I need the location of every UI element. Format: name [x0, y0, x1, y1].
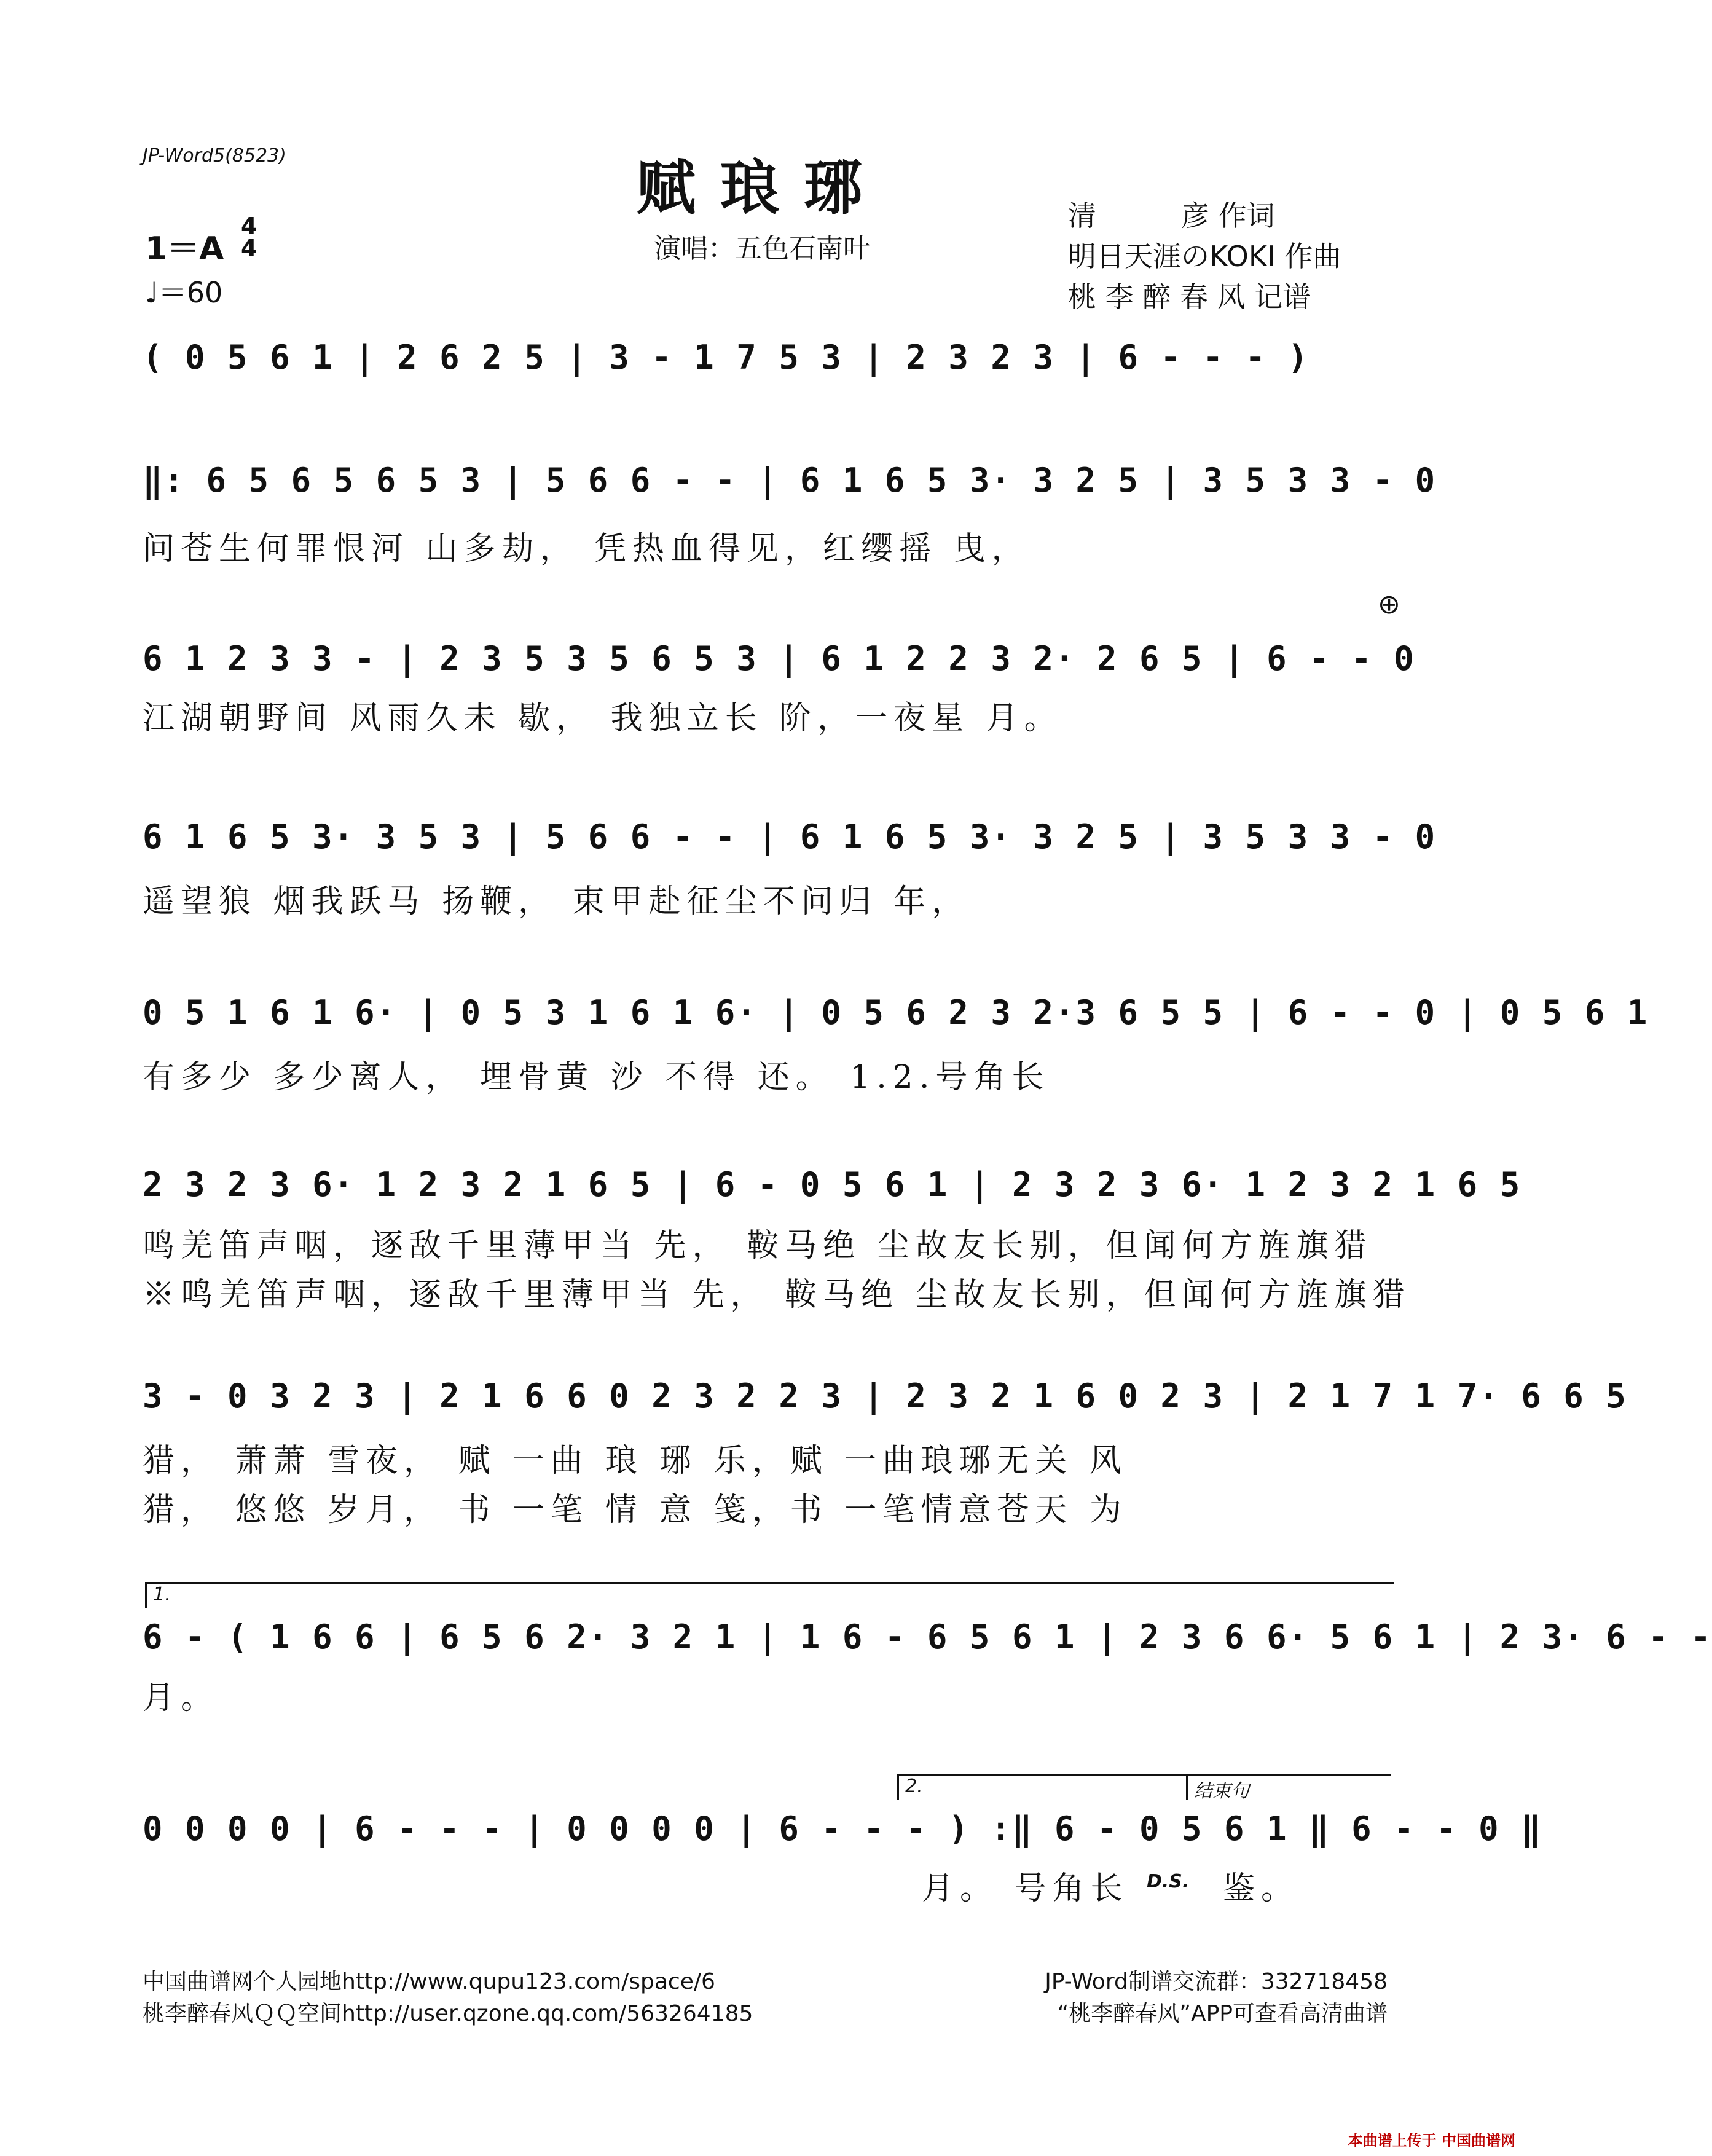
volta-1: 1. — [145, 1582, 1394, 1608]
lyric-line-9b: 鉴。 — [1223, 1870, 1300, 1907]
footer-group: JP-Word制谱交流群：332718458 — [1045, 1969, 1388, 1994]
time-signature — [241, 213, 257, 262]
score-line-9: 0 0 0 0 | 6 - - - | 0 0 0 0 | 6 - - - ) :‖ 6 - 0 5 6 1 ‖ 6 - - 0 ‖ — [143, 1809, 1542, 1848]
lyric-line-8: 月。 — [143, 1680, 219, 1717]
ending-label: 结束句 — [1186, 1774, 1391, 1800]
lyric-line-5: 有多少 多少离人， 埋骨黄 沙 不得 还。 1.2.号角长 — [143, 1059, 1050, 1096]
score-line-2: ‖: 6 5 6 5 6 5 3 | 5 6 6 - - | 6 1 6 5 3· 3 2 5 | 3 5 3 3 - 0 — [143, 461, 1437, 500]
tempo-mark: ♩＝60 — [145, 276, 223, 309]
score-line-7: 3 - 0 3 2 3 | 2 1 6 6 0 2 3 2 2 3 | 2 3 2 1 6 0 2 3 | 2 1 7 1 7· 6 6 5 — [143, 1377, 1627, 1415]
score-line-3: 6 1 2 3 3 - | 2 3 5 3 5 6 5 3 | 6 1 2 2 3 2· 2 6 5 | 6 - - 0 — [143, 639, 1415, 678]
lyric-line-2: 问苍生何罪恨河 山多劫， 凭热血得见，红缨摇 曳， — [143, 530, 1030, 567]
score-line-6: 2 3 2 3 6· 1 2 3 2 1 6 5 | 6 - 0 5 6 1 | 2 3 2 3 6· 1 2 3 2 1 6 5 — [143, 1165, 1522, 1204]
composer-credit: 明日天涯のKOKI 作曲 — [1068, 240, 1341, 273]
time-top: 4 — [241, 213, 257, 240]
software-label: JP-Word5(8523) — [143, 145, 286, 167]
score-line-5: 0 5 1 6 1 6· | 0 5 3 1 6 1 6· | 0 5 6 2 3 2·3 6 5 5 | 6 - - 0 | 0 5 6 1 — [143, 993, 1649, 1032]
page-title: 赋琅琊 — [637, 153, 887, 222]
ds-mark: D.S. — [1147, 1871, 1190, 1892]
score-line-1: ( 0 5 6 1 | 2 6 2 5 | 3 - 1 7 5 3 | 2 3 2 3 | 6 - - - ) — [143, 338, 1310, 377]
lyric-line-7b: 猎， 悠悠 岁月， 书 一笔 情 意 笺，书 一笔情意苍天 为 — [143, 1492, 1128, 1528]
time-bottom: 4 — [241, 235, 257, 262]
singer-credit: 演唱：五色石南叶 — [654, 233, 870, 264]
key-signature: 1＝A — [145, 230, 224, 267]
coda-sign: ⊕ — [1378, 589, 1400, 620]
upload-stamp: 本曲谱上传于 中国曲谱网 — [1348, 2132, 1515, 2149]
transcriber-credit: 桃 李 醉 春 风 记谱 — [1068, 280, 1311, 313]
lyric-line-6a: 鸣羌笛声咽，逐敌千里薄甲当 先， 鞍马绝 尘故友长别，但闻何方旌旗猎 — [143, 1227, 1373, 1264]
lyricist-credit: 清 彦 作词 — [1068, 199, 1275, 232]
lyric-line-6b: ※鸣羌笛声咽，逐敌千里薄甲当 先， 鞍马绝 尘故友长别，但闻何方旌旗猎 — [143, 1277, 1411, 1313]
footer-site: 中国曲谱网个人园地http://www.qupu123.com/space/6 — [143, 1969, 715, 1994]
footer-qzone: 桃李醉春风ＱＱ空间http://user.qzone.qq.com/563264185 — [143, 2001, 753, 2026]
credits-block — [1068, 195, 1388, 317]
lyric-line-9a: 月。 号角长 — [922, 1870, 1129, 1907]
footer-app: “桃李醉春风”APP可查看高清曲谱 — [1057, 2001, 1388, 2026]
volta-2: 2. — [897, 1774, 1188, 1800]
score-line-8: 6 - ( 1 6 6 | 6 5 6 2· 3 2 1 | 1 6 - 6 5 6 1 | 2 3 6 6· 5 6 1 | 2 3· 6 - - — [143, 1618, 1712, 1656]
lyric-line-7a: 猎， 萧萧 雪夜， 赋 一曲 琅 琊 乐，赋 一曲琅琊无关 风 — [143, 1442, 1128, 1479]
score-line-4: 6 1 6 5 3· 3 5 3 | 5 6 6 - - | 6 1 6 5 3· 3 2 5 | 3 5 3 3 - 0 — [143, 817, 1437, 856]
lyric-line-3: 江湖朝野间 风雨久未 歇， 我独立长 阶，一夜星 月。 — [143, 700, 1062, 737]
lyric-line-4: 遥望狼 烟我跃马 扬鞭， 束甲赴征尘不问归 年， — [143, 883, 970, 920]
